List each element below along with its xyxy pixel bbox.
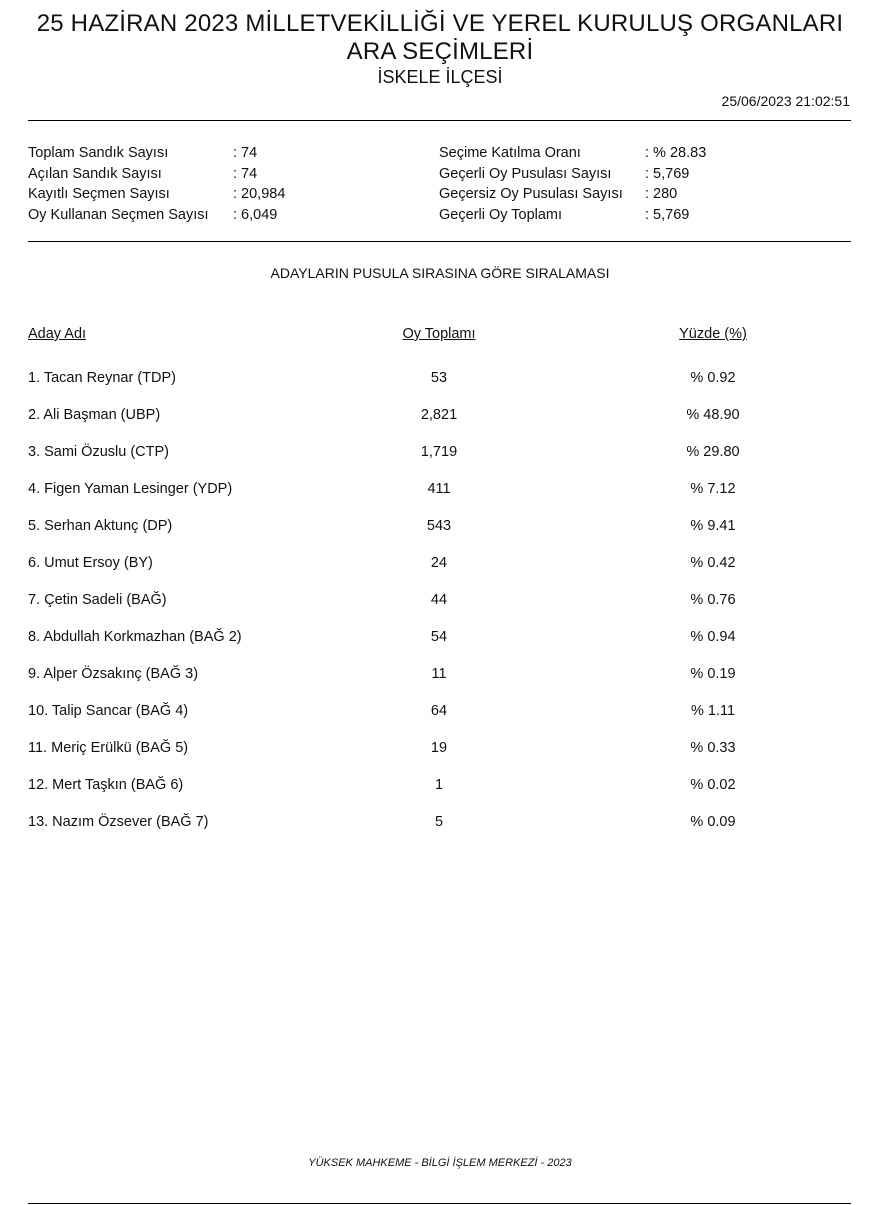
candidate-name: 5. Serhan Aktunç (DP): [28, 518, 173, 534]
stats-left-column: [28, 143, 408, 225]
candidate-percent: % 0.09: [690, 814, 736, 830]
stat-label: Geçerli Oy Toplamı: [439, 206, 563, 223]
candidate-name: 3. Sami Özuslu (CTP): [28, 444, 169, 460]
table-row: [0, 627, 880, 664]
table-row: [0, 701, 880, 738]
candidate-name: 8. Abdullah Korkmazhan (BAĞ 2): [28, 629, 242, 645]
candidate-name: 9. Alper Özsakınç (BAĞ 3): [28, 666, 199, 682]
candidate-percent: % 48.90: [686, 407, 740, 423]
candidate-votes: 64: [430, 703, 448, 719]
candidate-percent: % 0.33: [690, 740, 736, 756]
stat-value: : 5,769: [645, 165, 690, 182]
stats-right-column: [439, 143, 839, 225]
candidate-percent: % 0.94: [690, 629, 736, 645]
table-row: [0, 553, 880, 590]
stat-value: : 74: [233, 145, 258, 161]
stat-label: Oy Kullanan Seçmen Sayısı: [28, 206, 209, 223]
candidate-name: 12. Mert Taşkın (BAĞ 6): [28, 777, 184, 793]
candidate-votes: 19: [430, 740, 448, 756]
stat-row: [28, 164, 408, 185]
stat-value: : 5,769: [645, 206, 690, 223]
candidate-percent: % 29.80: [686, 444, 740, 460]
report-title-line-1: 25 HAZİRAN 2023 MİLLETVEKİLLİĞİ VE YEREL KURULUŞ ORGANLARI: [36, 10, 844, 37]
page-footer: YÜKSEK MAHKEME - BİLGİ İŞLEM MERKEZİ - 2023: [308, 1157, 572, 1169]
stat-value: : 20,984: [233, 186, 286, 202]
candidate-name: 4. Figen Yaman Lesinger (YDP): [28, 481, 233, 497]
stat-row: [439, 184, 839, 205]
report-title-line-2: ARA SEÇİMLERİ: [346, 38, 534, 65]
table-row: [0, 664, 880, 701]
candidate-name: 10. Talip Sancar (BAĞ 4): [28, 703, 189, 719]
table-row: [0, 405, 880, 442]
candidate-name: 13. Nazım Özsever (BAĞ 7): [28, 814, 209, 830]
candidate-votes: 53: [430, 370, 448, 386]
candidate-name: 11. Meriç Erülkü (BAĞ 5): [28, 740, 189, 756]
stat-row: [439, 205, 839, 226]
candidate-name: 2. Ali Başman (UBP): [28, 407, 161, 423]
candidate-name: 7. Çetin Sadeli (BAĞ): [28, 592, 167, 608]
stat-value: : 280: [645, 186, 678, 202]
table-row: [0, 812, 880, 849]
stat-value: : % 28.83: [645, 145, 707, 161]
table-row: [0, 442, 880, 479]
column-header-percent: Yüzde (%): [679, 326, 747, 342]
candidate-percent: % 0.19: [690, 666, 736, 682]
candidate-votes: 54: [430, 629, 448, 645]
report-timestamp: 25/06/2023 21:02:51: [721, 93, 850, 109]
table-row: [0, 479, 880, 516]
candidate-votes: 44: [430, 592, 448, 608]
table-row: [0, 738, 880, 775]
table-row: [0, 775, 880, 812]
section-heading: ADAYLARIN PUSULA SIRASINA GÖRE SIRALAMASI: [270, 265, 610, 281]
stat-row: [439, 164, 839, 185]
candidate-name: 1. Tacan Reynar (TDP): [28, 370, 177, 386]
bottom-divider: [28, 1203, 851, 1204]
candidate-percent: % 9.41: [690, 518, 736, 534]
candidate-votes: 2,821: [420, 407, 458, 423]
district-subtitle: İSKELE İLÇESİ: [377, 67, 503, 87]
stat-label: Toplam Sandık Sayısı: [28, 145, 169, 161]
stat-row: [28, 184, 408, 205]
stat-label: Açılan Sandık Sayısı: [28, 165, 162, 182]
stat-value: : 74: [233, 165, 258, 182]
table-row: [0, 368, 880, 405]
candidate-votes: 5: [434, 814, 444, 830]
candidate-votes: 11: [431, 666, 447, 682]
candidate-name: 6. Umut Ersoy (BY): [28, 555, 153, 571]
candidate-percent: % 0.42: [690, 555, 736, 571]
candidate-percent: % 0.92: [690, 370, 736, 386]
stat-label: Geçerli Oy Pusulası Sayısı: [439, 165, 612, 182]
stat-label: Geçersiz Oy Pusulası Sayısı: [439, 186, 623, 202]
candidate-table: [0, 368, 880, 849]
column-header-votes: Oy Toplamı: [402, 326, 476, 342]
candidate-votes: 543: [426, 518, 452, 534]
stat-row: [439, 143, 839, 164]
stat-row: [28, 205, 408, 226]
top-divider: [28, 120, 851, 121]
candidate-percent: % 7.12: [690, 481, 736, 497]
candidate-votes: 1,719: [420, 444, 458, 460]
table-row: [0, 516, 880, 553]
candidate-votes: 24: [430, 555, 448, 571]
candidate-percent: % 0.02: [690, 777, 736, 793]
stat-row: [28, 143, 408, 164]
candidate-percent: % 1.11: [690, 703, 736, 719]
candidate-votes: 411: [427, 481, 451, 497]
table-row: [0, 590, 880, 627]
column-header-name: Aday Adı: [28, 326, 87, 342]
candidate-percent: % 0.76: [690, 592, 736, 608]
candidate-votes: 1: [434, 777, 444, 793]
stat-label: Kayıtlı Seçmen Sayısı: [28, 186, 170, 202]
stat-label: Seçime Katılma Oranı: [439, 145, 581, 161]
middle-divider: [28, 241, 851, 242]
stat-value: : 6,049: [233, 206, 278, 223]
